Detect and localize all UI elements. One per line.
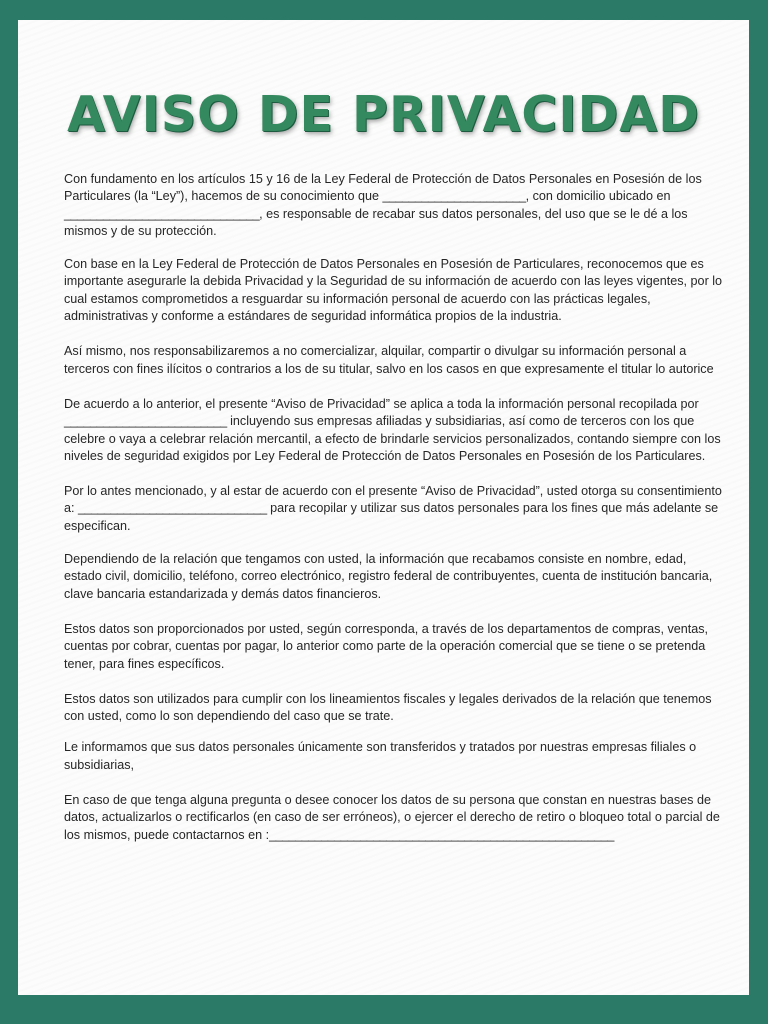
blank-company-name: ______________________ (382, 189, 526, 204)
paragraph-text: , es responsable de recabar sus datos personales, del uso que se le dé a los mismos y de su protección. (64, 206, 688, 238)
paragraph-base-ley (64, 256, 724, 325)
paragraph-text: , con domicilio ubicado en (525, 189, 671, 204)
blank-contact: _____________________________________________________ (269, 827, 614, 842)
paragraph-text: Por lo antes mencionado, y al estar de acuerdo con el presente “Aviso de Privacidad”, usted otorga su consentimiento a: (64, 484, 722, 516)
paragraph-fundamento (64, 171, 724, 240)
paragraph-uso-datos (64, 691, 724, 726)
paragraph-origen-datos (64, 621, 724, 673)
blank-company-collector: _________________________ (64, 414, 227, 429)
blank-consent-party: _____________________________ (78, 501, 267, 516)
document-page (18, 20, 749, 995)
paragraph-text: para recopilar y utilizar sus datos personales para los fines que más adelante se especifican. (64, 501, 719, 533)
paragraph-text: Estos datos son proporcionados por usted, según corresponda, a través de los departamentos de compras, ventas, cuentas por cobrar, cuentas por pagar, lo anterior como parte de la operación comercial que se tiene o se pretenda tener, para fines específicos. (64, 621, 709, 671)
paragraph-responsabilidad (64, 343, 724, 378)
paragraph-text: incluyendo sus empresas afiliadas y subsidiarias, así como de terceros con los que celebre o vaya a celebrar relación mercantil, a efecto de brindarle servicios personalizados, contando siempre con los niveles de seguridad exigidos por Ley Federal de Protección de Datos Personales en Posesión de los Particulares. (64, 414, 721, 463)
document-title: AVISO DE PRIVACIDAD (67, 86, 700, 143)
paragraph-text: Estos datos son utilizados para cumplir con los lineamientos fiscales y legales derivados de la relación que tenemos con usted, como lo son dependiendo del caso que se trate. (64, 691, 712, 724)
paragraph-text: En caso de que tenga alguna pregunta o desee conocer los datos de su persona que constan en nuestras bases de datos, actualizarlos o rectificarlos (en caso de ser erróneos), o ejercer el derecho de retiro o bloqueo total o parcial de los mismos, puede contactarnos en : (64, 793, 720, 842)
paragraph-contacto (64, 792, 724, 844)
paragraph-text: Con fundamento en los artículos 15 y 16 de la Ley Federal de Protección de Datos Personales en Posesión de los Particulares (la “Ley”), hacemos de su conocimiento que (64, 172, 702, 204)
paragraph-transferencia (64, 739, 724, 774)
paragraph-text: Así mismo, nos responsabilizaremos a no comercializar, alquilar, compartir o divulgar su información personal a terceros con fines ilícitos o contrarios a los de su titular, salvo en los casos en que expresamente el titular lo autorice (64, 344, 714, 376)
paragraph-text: Dependiendo de la relación que tengamos con usted, la información que recabamos consiste en nombre, edad, estado civil, domicilio, teléfono, correo electrónico, registro federal de contribuyentes, cuenta de institución bancaria, clave bancaria estandarizada y demás datos financieros. (64, 552, 713, 601)
paragraph-text: Con base en la Ley Federal de Protección de Datos Personales en Posesión de Particulares, reconocemos que es importante asegurarle la debida Privacidad y la Seguridad de su información de acuerdo con las leyes vigentes, por lo cual estamos comprometidos a resguardar su información personal de acuerdo con las prácticas legales, administrativas y conforme a estándares de seguridad informática propios de la industria. (64, 257, 723, 324)
paragraph-text: De acuerdo a lo anterior, el presente “Aviso de Privacidad” se aplica a toda la información personal recopilada por (64, 396, 699, 411)
document-body (64, 171, 724, 860)
paragraph-alcance (64, 396, 724, 465)
paragraph-text: Le informamos que sus datos personales únicamente son transferidos y tratados por nuestras empresas filiales o subsidiarias, (64, 740, 697, 772)
blank-address: ______________________________ (64, 206, 260, 221)
paragraph-datos-recabados (64, 551, 724, 603)
paragraph-consentimiento (64, 483, 724, 535)
